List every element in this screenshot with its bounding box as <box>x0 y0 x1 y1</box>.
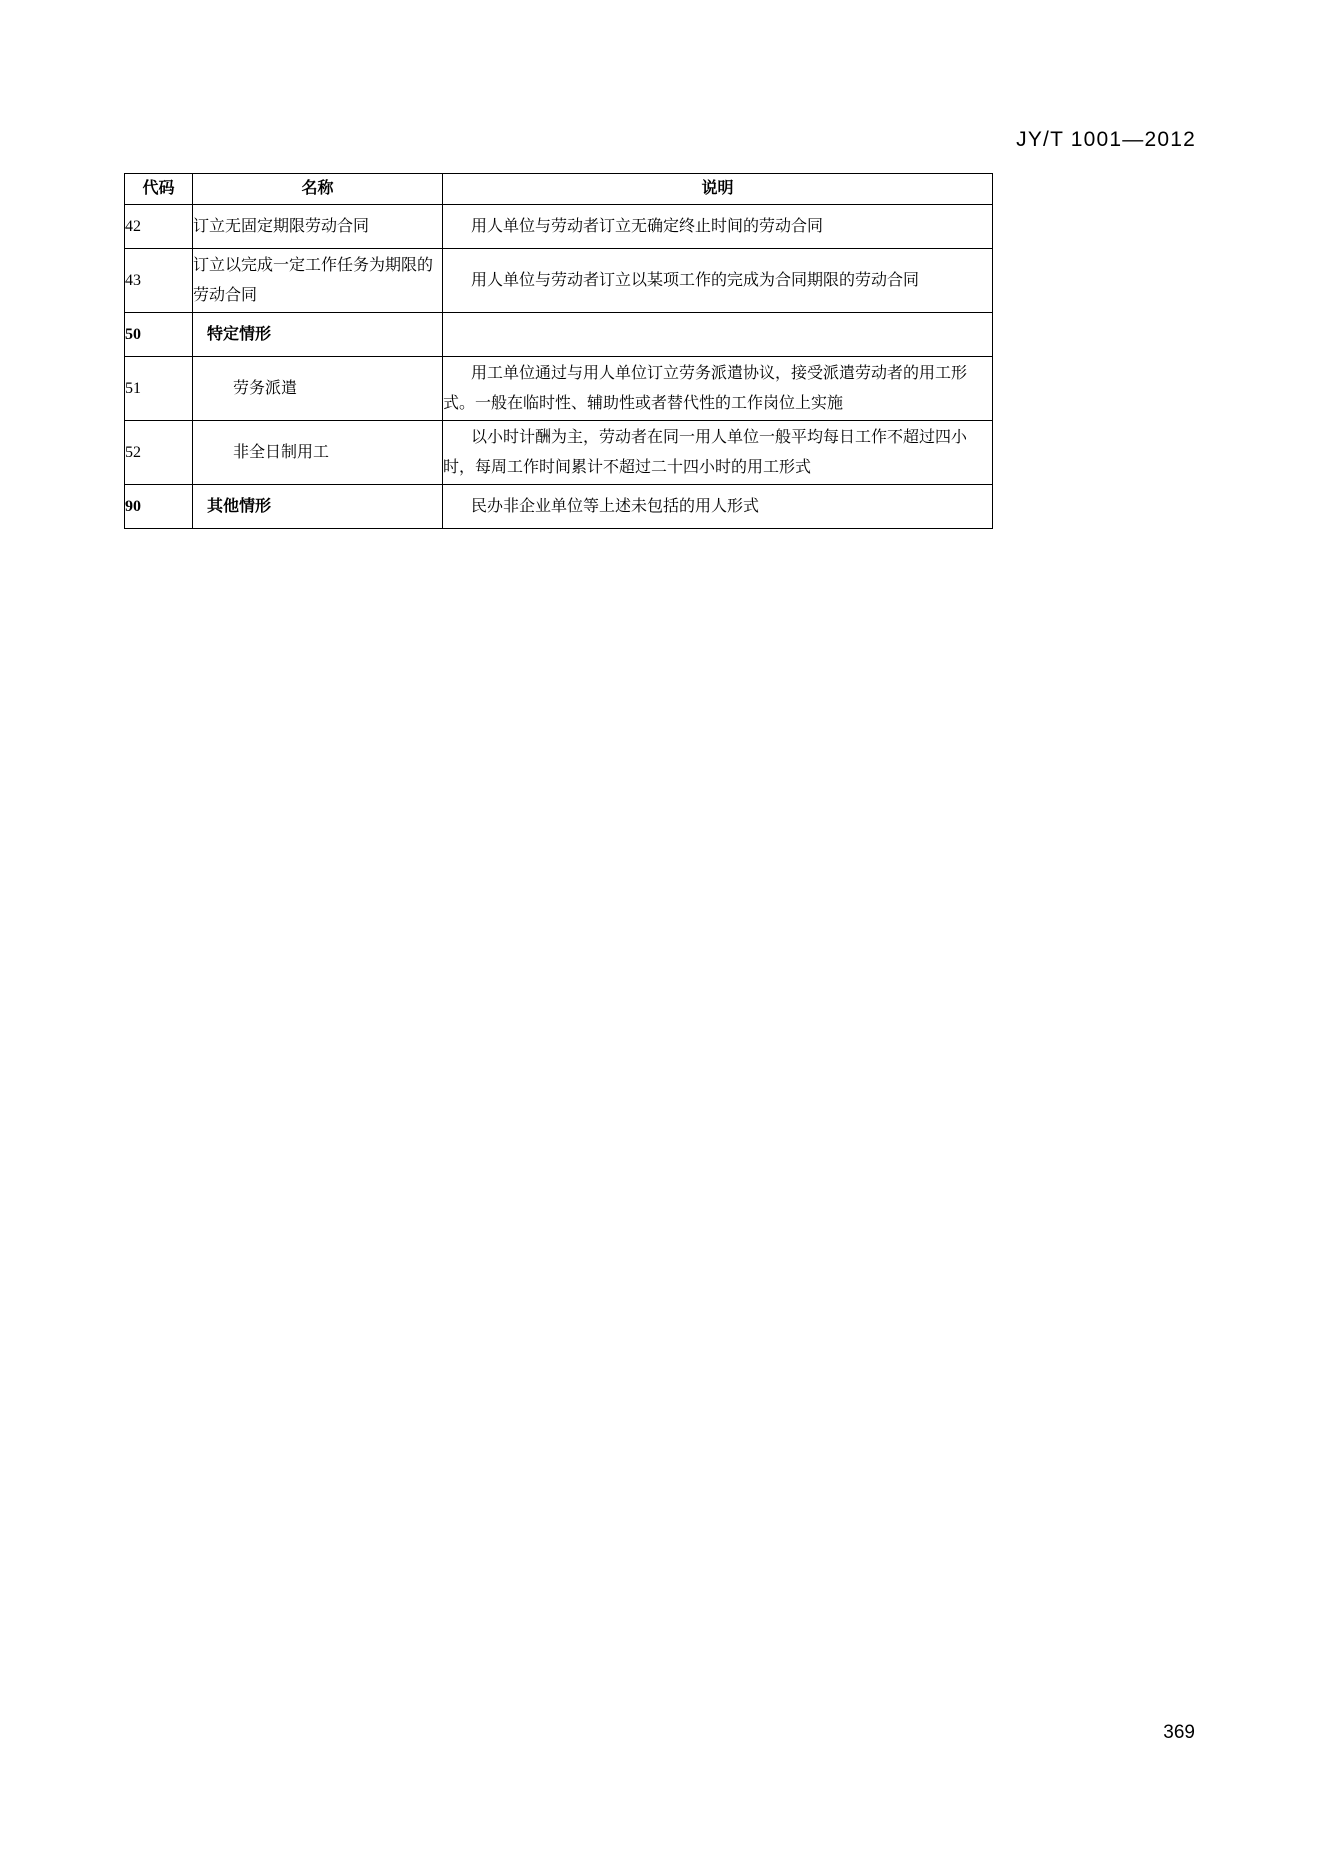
table-row <box>125 205 993 249</box>
column-header-name: 名称 <box>193 174 443 205</box>
table-row <box>125 485 993 529</box>
cell-description <box>443 313 993 357</box>
column-header-description: 说明 <box>443 174 993 205</box>
cell-code: 43 <box>125 249 193 313</box>
cell-code: 42 <box>125 205 193 249</box>
desc-line-1: 用人单位与劳动者订立以某项工作的完成为合同期限的劳动合同 <box>471 271 920 289</box>
cell-name: 劳务派遣 <box>193 357 443 421</box>
column-header-code: 代码 <box>125 174 193 205</box>
cell-name: 非全日制用工 <box>193 421 443 485</box>
cell-name: 订立以完成一定工作任务为期限的劳动合同 <box>193 249 443 313</box>
desc-line-1: 用工单位通过与用人单位订立劳务派遣协议，接受派遣劳动者的用工形 <box>471 364 968 382</box>
cell-code: 52 <box>125 421 193 485</box>
page-number: 369 <box>1163 1722 1195 1743</box>
table-row <box>125 313 993 357</box>
cell-description <box>443 485 993 529</box>
cell-code: 50 <box>125 313 193 357</box>
cell-description <box>443 357 993 421</box>
cell-code: 90 <box>125 485 193 529</box>
desc-line-2: 时，每周工作时间累计不超过二十四小时的用工形式 <box>443 458 812 476</box>
table-row <box>125 249 993 313</box>
cell-name: 特定情形 <box>193 313 443 357</box>
desc-line-2: 式。一般在临时性、辅助性或者替代性的工作岗位上实施 <box>443 394 844 412</box>
cell-description <box>443 205 993 249</box>
table-row <box>125 357 993 421</box>
table-row <box>125 421 993 485</box>
employment-code-table <box>124 173 993 529</box>
table-header-row <box>125 174 993 205</box>
cell-name: 其他情形 <box>193 485 443 529</box>
cell-code: 51 <box>125 357 193 421</box>
cell-name: 订立无固定期限劳动合同 <box>193 205 443 249</box>
cell-description <box>443 421 993 485</box>
desc-line-1: 用人单位与劳动者订立无确定终止时间的劳动合同 <box>471 217 824 235</box>
desc-line-1: 民办非企业单位等上述未包括的用人形式 <box>471 497 760 515</box>
desc-line-1: 以小时计酬为主，劳动者在同一用人单位一般平均每日工作不超过四小 <box>471 428 968 446</box>
standard-code-header: JY/T 1001—2012 <box>1016 128 1196 151</box>
cell-description <box>443 249 993 313</box>
